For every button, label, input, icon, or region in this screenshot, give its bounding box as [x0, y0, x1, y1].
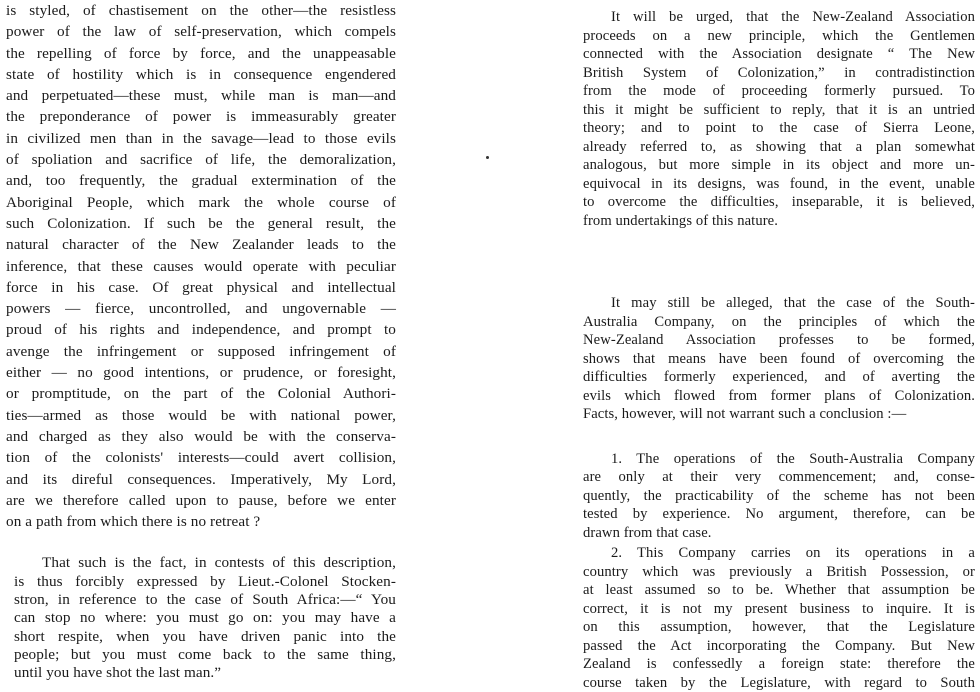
text-line: difficulties formerly experienced, and of averting the [583, 368, 975, 387]
text-line: quently, the practicability of the scheme has not been [583, 487, 975, 506]
text-line: short respite, when you have driven panic into the [14, 628, 396, 646]
text-line: until you have shot the last man.” [14, 664, 396, 682]
paragraph [583, 544, 975, 692]
text-line: powers — fierce, uncontrolled, and ungovernable — [6, 298, 396, 319]
text-line: country which was previously a British Possession, or [583, 563, 975, 582]
text-line: from undertakings of this nature. [583, 212, 975, 231]
text-line: are we therefore called upon to pause, before we enter [6, 490, 396, 511]
text-line: natural character of the New Zealander leads to the [6, 234, 396, 255]
text-line: state of hostility which is in consequence engendered [6, 64, 396, 85]
text-line: inference, that these causes would operate with peculiar [6, 256, 396, 277]
text-line: course taken by the Legislature, with regard to South [583, 674, 975, 692]
text-line: Australia Company, on the principles of which the [583, 313, 975, 332]
text-line: of spoliation and sacrifice of life, the demoralization, [6, 149, 396, 170]
text-line: 1. The operations of the South-Australia Company [583, 450, 975, 469]
text-line: can stop no where: you must go on: you may have a [14, 609, 396, 627]
text-line: shows that means have been found of overcoming the [583, 350, 975, 369]
text-line: equivocal in its designs, was found, in the event, unable [583, 175, 975, 194]
text-line: on this assumption, however, that the Legislature [583, 618, 975, 637]
text-line: and its direful consequences. Imperatively, My Lord, [6, 469, 396, 490]
text-line: connected with the Association designate “ The New [583, 45, 975, 64]
text-line: analogous, but more simple in its object and more un- [583, 156, 975, 175]
text-line: Aboriginal People, which mark the whole course of [6, 192, 396, 213]
text-line: Zealand is confessedly a foreign state: therefore the [583, 655, 975, 674]
text-line: and, too frequently, the gradual extermination of the [6, 170, 396, 191]
text-line: the repelling of force by force, and the unappeasable [6, 43, 396, 64]
text-line: Facts, however, will not warrant such a conclusion :— [583, 405, 975, 424]
right-page [583, 8, 975, 692]
text-line: British System of Colonization,” in contradistinction [583, 64, 975, 83]
text-line: avenge the infringement or supposed infringement of [6, 341, 396, 362]
text-line: passed the Act incorporating the Company. But New [583, 637, 975, 656]
paragraph [6, 554, 396, 682]
text-line: It may still be alleged, that the case of the South- [583, 294, 975, 313]
text-line: and charged as they also would be with the conserva- [6, 426, 396, 447]
text-line: That such is the fact, in contests of this description, [14, 554, 396, 572]
text-line: is thus forcibly expressed by Lieut.-Colonel Stocken- [14, 573, 396, 591]
text-line: ties—armed as those would be with national power, [6, 405, 396, 426]
text-line: tested by experience. No argument, therefore, can be [583, 505, 975, 524]
text-line: the preponderance of power is immeasurably greater [6, 106, 396, 127]
text-line: 2. This Company carries on its operations in a [583, 544, 975, 563]
left-page [6, 0, 396, 683]
text-line: tion of the colonists' interests—could avert collision, [6, 447, 396, 468]
text-line: on a path from which there is no retreat ? [6, 511, 396, 532]
text-line: are only at their very commencement; and, conse- [583, 468, 975, 487]
text-line: at least assumed so to be. Whether that assumption be [583, 581, 975, 600]
text-line: correct, it is not my present business to inquire. It is [583, 600, 975, 619]
text-line: people; but you must come back to the same thing, [14, 646, 396, 664]
text-line: or promptitude, on the part of the Colonial Authori- [6, 383, 396, 404]
text-line: evils which flowed from former plans of Colonization. [583, 387, 975, 406]
text-line: power of the law of self-preservation, which compels [6, 21, 396, 42]
paragraph [583, 294, 975, 424]
text-line: such Colonization. If such be the general result, the [6, 213, 396, 234]
text-line: to overcome the difficulties, inseparable, it is believed, [583, 193, 975, 212]
paragraph [6, 0, 396, 532]
text-line: force in his case. Of great physical and intellectual [6, 277, 396, 298]
text-line: proud of his rights and independence, and prompt to [6, 319, 396, 340]
text-line: proceeds on a new principle, which the Gentlemen [583, 27, 975, 46]
paragraph [583, 8, 975, 230]
text-line: is styled, of chastisement on the other—the resistless [6, 0, 396, 21]
text-line: from the mode of proceeding formerly pursued. To [583, 82, 975, 101]
text-line: stron, in reference to the case of South Africa:—“ You [14, 591, 396, 609]
text-line: in civilized men than in the savage—lead to those evils [6, 128, 396, 149]
text-line: and perpetuated—these must, while man is man—and [6, 85, 396, 106]
text-line: this it might be sufficient to reply, that it is an untried [583, 101, 975, 120]
text-line: either — no good intentions, or prudence, or foresight, [6, 362, 396, 383]
text-line: It will be urged, that the New-Zealand Association [583, 8, 975, 27]
text-line: already referred to, as showing that a plan somewhat [583, 138, 975, 157]
paragraph [583, 450, 975, 543]
scan-speck [486, 156, 489, 159]
text-line: New-Zealand Association professes to be formed, [583, 331, 975, 350]
text-line: theory; and to point to the case of Sierra Leone, [583, 119, 975, 138]
text-line: drawn from that case. [583, 524, 975, 543]
